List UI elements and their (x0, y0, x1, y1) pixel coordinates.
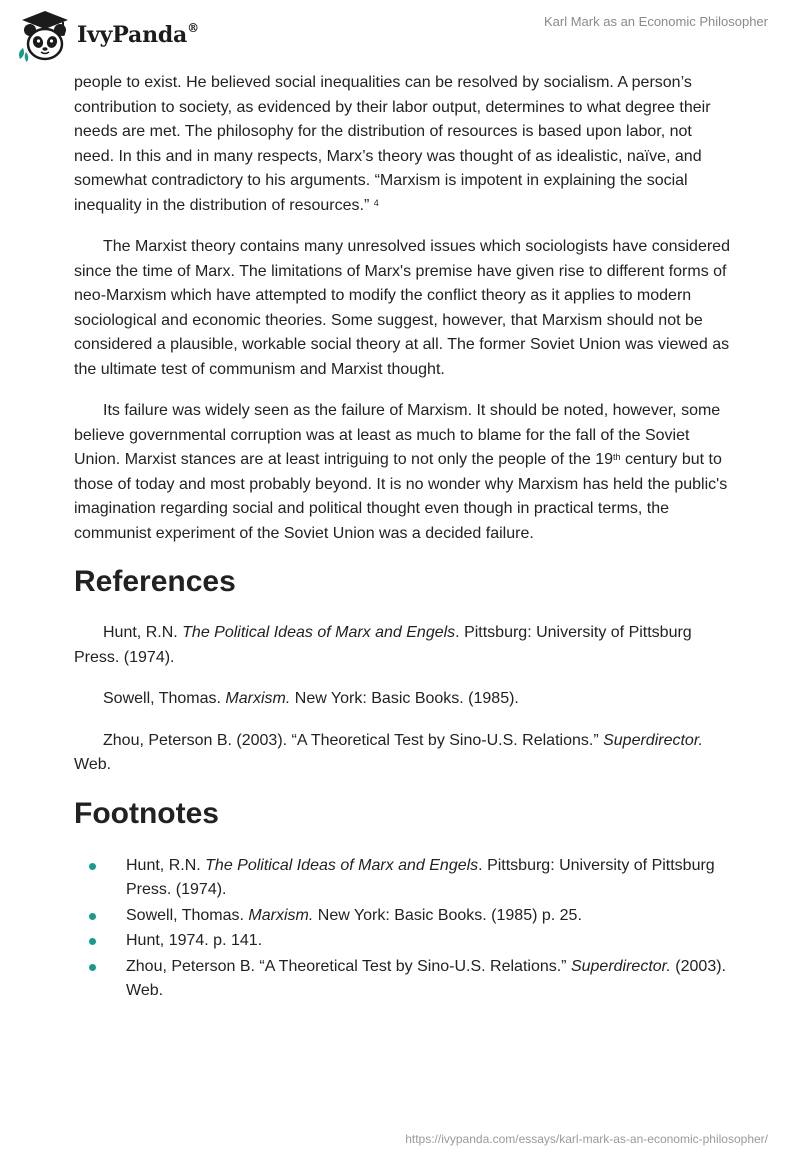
footnote-item: Hunt, 1974. p. 141. (74, 929, 734, 954)
ivypanda-logo[interactable] (14, 8, 199, 64)
paragraph-3-text-a: Its failure was widely seen as the failure of Marxism. It should be noted, however, some believe governmental corruption was at least as much to blame for the fall of the Soviet Union. Marxist stances are at least intriguing to not only the people of the 19 (74, 402, 721, 468)
brand-name: IvyPanda® (77, 20, 199, 48)
footnotes-heading: Footnotes (74, 796, 219, 830)
ordinal-suffix: th (612, 452, 621, 462)
references-heading: References (74, 565, 236, 598)
reference-item: Sowell, Thomas. Marxism. New York: Basic Books. (1985). (103, 690, 519, 707)
registered-mark: ® (187, 20, 199, 35)
bullet-dot-icon (89, 938, 96, 945)
footnote-item: Hunt, R.N. The Political Ideas of Marx and Engels. Pittsburg: University of Pittsburg Press. (1974). (74, 854, 734, 903)
footnotes-list (74, 854, 734, 1004)
footnote-ref-4[interactable]: 4 (373, 197, 379, 208)
bullet-dot-icon (89, 863, 96, 870)
footnote-item: Sowell, Thomas. Marxism. New York: Basic Books. (1985) p. 25. (74, 904, 734, 929)
reference-item: Hunt, R.N. The Political Ideas of Marx and Engels. Pittsburg: University of Pittsburg Press. (1974). (74, 624, 692, 666)
bullet-dot-icon (89, 913, 96, 920)
footnote-item: Zhou, Peterson B. “A Theoretical Test by Sino-U.S. Relations.” Superdirector. (2003). Web. (74, 955, 734, 1004)
paragraph-1 (74, 71, 734, 218)
bullet-dot-icon (89, 964, 96, 971)
document-title: Karl Mark as an Economic Philosopher (544, 14, 768, 29)
page-url[interactable]: https://ivypanda.com/essays/karl-mark-as-an-economic-philosopher/ (405, 1132, 768, 1146)
panda-graduate-icon (14, 8, 76, 64)
essay-content (74, 71, 734, 1005)
paragraph-3-text-b: century but to those of today and most probably beyond. It is no wonder why Marxism has held the public's imagination regarding social and political thought even though in practical terms, the communist experiment of the Soviet Union was a decided failure. (74, 451, 728, 542)
paragraph-2: The Marxist theory contains many unresolved issues which sociologists have considered since the time of Marx. The limitations of Marx's premise have given rise to different forms of neo-Marxism which have attempted to modify the conflict theory as it applies to modern sociological and economic theories. Some suggest, however, that Marxism should not be considered a plausible, workable social theory at all. The former Soviet Union was viewed as the ultimate test of communism and Marxist thought. (74, 238, 730, 378)
reference-item: Zhou, Peterson B. (2003). “A Theoretical Test by Sino-U.S. Relations.” Superdirector. Web. (74, 731, 703, 773)
paragraph-1-text: people to exist. He believed social inequalities can be resolved by socialism. A person’s contribution to society, as evidenced by their labor output, determines to what degree their needs are met. The philosophy for the distribution of resources is based upon labor, not need. In this and in many respects, Marx’s theory was thought of as idealistic, naïve, and somewhat contradictory to his arguments. “Marxism is impotent in explaining the social inequality in the distribution of resources.” (74, 74, 711, 214)
paragraph-3 (74, 399, 734, 546)
page-header (0, 0, 800, 70)
